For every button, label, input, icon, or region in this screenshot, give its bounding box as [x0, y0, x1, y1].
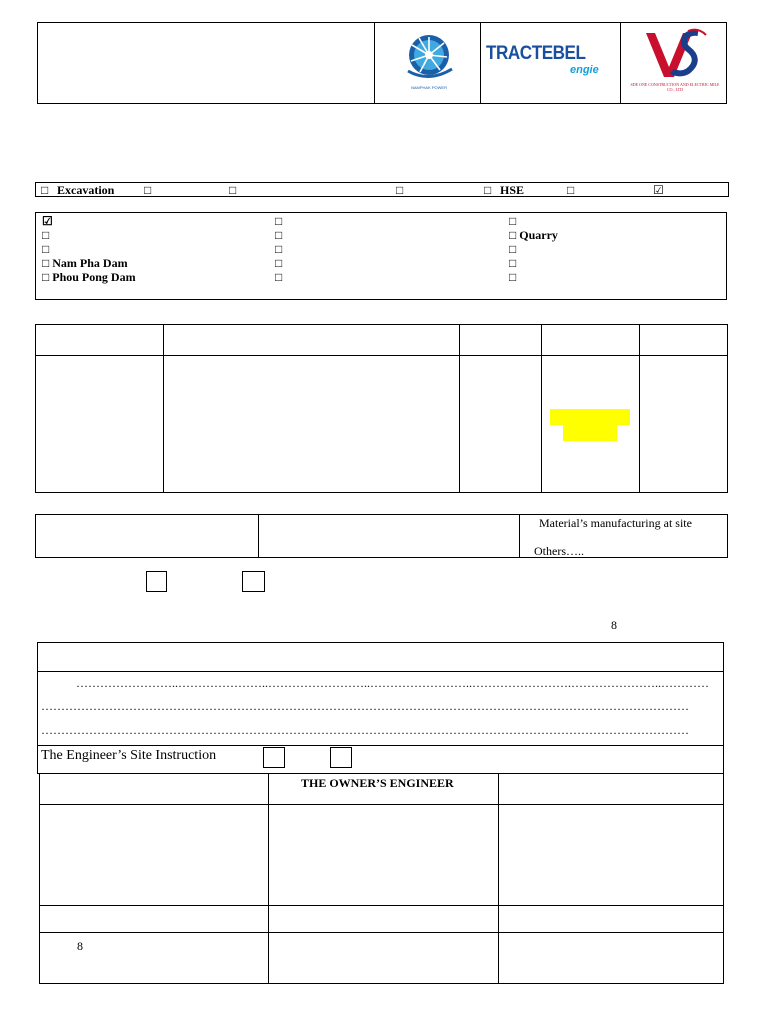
owners-engineer-header: THE OWNER’S ENGINEER: [301, 776, 454, 790]
location-col2-row2[interactable]: [275, 228, 282, 242]
checkbox-icon[interactable]: □: [567, 183, 575, 197]
location-col3-row4[interactable]: [509, 256, 516, 270]
checkbox-icon[interactable]: □: [275, 228, 283, 242]
category-item-6[interactable]: [567, 183, 574, 197]
signature-table: [39, 773, 724, 984]
tractebel-engie-logo: [486, 43, 616, 83]
checkbox-icon[interactable]: □: [509, 228, 517, 242]
checkbox-icon[interactable]: □: [144, 183, 152, 197]
remarks-line-1: ……………………..…………………..……………………..……………………..…………………….…………………..…………: [76, 676, 709, 690]
location-quarry[interactable]: □ Quarry: [509, 228, 558, 242]
category-item-3[interactable]: [229, 183, 236, 197]
location-phou-pong-dam[interactable]: □ Phou Pong Dam: [42, 270, 136, 284]
location-col1-row2[interactable]: [42, 228, 49, 242]
location-col3-row5[interactable]: [509, 270, 516, 284]
checkbox-icon[interactable]: □: [509, 256, 517, 270]
song-da-logo: [628, 27, 722, 99]
song-da-logo-caption: SDE ONE CONSTRUCTION AND ELECTRIC MILE CO., LTD: [630, 82, 720, 92]
remarks-line-2: ………………………………………………………………………………………………………………………………………………: [41, 699, 689, 713]
highlight-mark: [563, 425, 617, 441]
checkbox-icon[interactable]: □: [42, 270, 50, 284]
location-nam-pha-dam[interactable]: □ Nam Pha Dam: [42, 256, 128, 270]
site-instruction-label: The Engineer’s Site Instruction: [41, 748, 217, 763]
site-instruction-checkbox-2[interactable]: [330, 747, 352, 768]
checkbox-icon[interactable]: □: [509, 214, 517, 228]
others-label: Others…..: [534, 544, 584, 558]
location-grid: [35, 212, 727, 300]
signature-number: 8: [77, 939, 83, 953]
remarks-line-3: ………………………………………………………………………………………………………………………………………………: [41, 723, 689, 737]
location-col2-row5[interactable]: [275, 270, 282, 284]
category-item-4[interactable]: [396, 183, 403, 197]
checked-checkbox-icon[interactable]: ☑: [653, 183, 664, 197]
checked-checkbox-icon[interactable]: ☑: [42, 214, 53, 228]
location-col1-row3[interactable]: [42, 242, 49, 256]
engie-wordmark: engie: [570, 64, 599, 76]
category-item-hse[interactable]: □ HSE: [484, 183, 525, 197]
checkbox-icon[interactable]: □: [41, 183, 49, 197]
highlight-mark: [550, 409, 630, 425]
remarks-block: [37, 642, 724, 774]
site-instruction-checkbox-1[interactable]: [263, 747, 285, 768]
checkbox-icon[interactable]: □: [42, 242, 50, 256]
location-col1-row1[interactable]: [42, 214, 53, 228]
category-item-7[interactable]: [653, 183, 664, 197]
tractebel-wordmark: TRACTEBEL: [486, 43, 586, 64]
checkbox-icon[interactable]: □: [229, 183, 237, 197]
checkbox-icon[interactable]: □: [509, 270, 517, 284]
checkbox-icon[interactable]: □: [275, 270, 283, 284]
checkbox-icon[interactable]: □: [275, 242, 283, 256]
material-table: [35, 514, 728, 558]
location-col3-row3[interactable]: [509, 242, 516, 256]
checkbox-icon[interactable]: □: [275, 256, 283, 270]
option-checkbox-2[interactable]: [242, 571, 265, 592]
location-col2-row1[interactable]: [275, 214, 282, 228]
header-table: [37, 22, 727, 104]
location-col3-row1[interactable]: [509, 214, 516, 228]
material-manufacturing-label: Material’s manufacturing at site: [539, 516, 692, 530]
namphak-logo-caption: NAMPHAK POWER: [410, 85, 447, 90]
location-col2-row3[interactable]: [275, 242, 282, 256]
checkbox-icon[interactable]: □: [484, 183, 492, 197]
category-item-2[interactable]: [144, 183, 151, 197]
category-item-excavation[interactable]: □ Excavation: [41, 183, 115, 197]
location-col2-row4[interactable]: [275, 256, 282, 270]
namphak-power-logo: [394, 31, 464, 93]
checkbox-icon[interactable]: □: [42, 228, 50, 242]
page-number: 8: [611, 618, 617, 632]
checkbox-icon[interactable]: □: [42, 256, 50, 270]
items-table: [35, 324, 728, 493]
option-checkbox-1[interactable]: [146, 571, 167, 592]
checkbox-icon[interactable]: □: [275, 214, 283, 228]
checkbox-icon[interactable]: □: [396, 183, 404, 197]
checkbox-icon[interactable]: □: [509, 242, 517, 256]
category-row: [35, 182, 729, 197]
